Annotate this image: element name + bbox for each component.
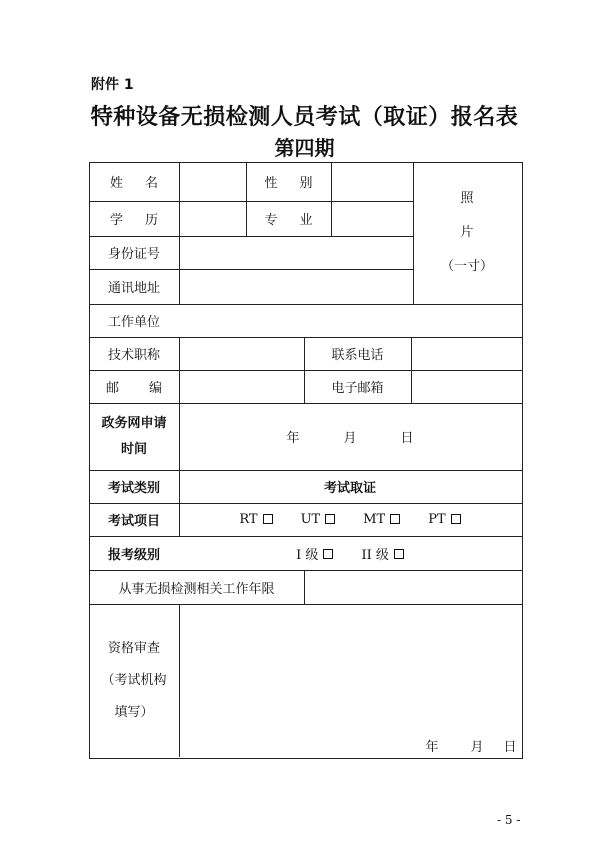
exam-type-label: 考试类别 (107, 481, 160, 496)
level-options (179, 536, 521, 570)
checkbox-icon[interactable] (323, 549, 333, 559)
name-label: 姓名 (109, 176, 180, 191)
employer-field[interactable] (179, 304, 521, 337)
checkbox-icon[interactable] (263, 514, 273, 524)
postcode-label: 邮编 (105, 381, 192, 396)
exam-item-mt[interactable]: MT (363, 512, 400, 527)
exam-item-rt[interactable]: RT (239, 512, 272, 527)
checkbox-icon[interactable] (451, 514, 461, 524)
address-label: 通讯地址 (107, 281, 160, 296)
id-number-field[interactable] (179, 236, 413, 269)
major-field[interactable] (331, 201, 413, 236)
exam-type-value: 考试取证 (323, 481, 376, 496)
checkbox-icon[interactable] (325, 514, 335, 524)
postcode-field[interactable] (179, 370, 304, 403)
review-date: 年 月 日 (425, 739, 517, 755)
level-1-option[interactable]: I 级 (296, 544, 333, 563)
level-label: 报考级别 (107, 547, 160, 563)
name-field[interactable] (179, 162, 246, 201)
technical-title-label: 技术职称 (107, 348, 160, 363)
apply-time-label: 政务网申请 时间 (101, 415, 167, 457)
technical-title-field[interactable] (179, 337, 304, 370)
phone-label: 联系电话 (331, 348, 384, 363)
gender-field[interactable] (331, 162, 413, 201)
address-field[interactable] (179, 269, 413, 304)
checkbox-icon[interactable] (394, 549, 404, 559)
major-label: 专业 (264, 213, 335, 228)
exam-item-pt[interactable]: PT (428, 512, 460, 527)
checkbox-icon[interactable] (390, 514, 400, 524)
gender-label: 性别 (264, 176, 335, 191)
work-years-field[interactable] (304, 570, 521, 604)
exam-item-ut[interactable]: UT (301, 512, 336, 527)
employer-label: 工作单位 (107, 315, 160, 330)
exam-items-options (179, 503, 521, 536)
work-years-label: 从事无损检测相关工作年限 (118, 581, 275, 597)
apply-time-field[interactable]: 年 月 日 (286, 431, 414, 446)
id-number-label: 身份证号 (107, 247, 160, 262)
form-title: 特种设备无损检测人员考试（取证）报名表 (90, 104, 519, 130)
level-2-option[interactable]: II 级 (361, 544, 403, 563)
qualification-review-label: 资格审查 （考试机构 填写） (101, 640, 167, 720)
education-field[interactable] (179, 201, 246, 236)
attachment-label: 附件 1 (91, 77, 134, 93)
education-label: 学历 (109, 213, 180, 228)
exam-items-label: 考试项目 (107, 514, 160, 529)
phone-field[interactable] (411, 337, 521, 370)
form-subtitle: 第四期 (274, 136, 335, 160)
photo-placeholder: 照 片 （一寸） (440, 191, 493, 274)
email-field[interactable] (411, 370, 521, 403)
email-label: 电子邮箱 (331, 381, 384, 396)
page-number: - 5 - (497, 813, 521, 827)
